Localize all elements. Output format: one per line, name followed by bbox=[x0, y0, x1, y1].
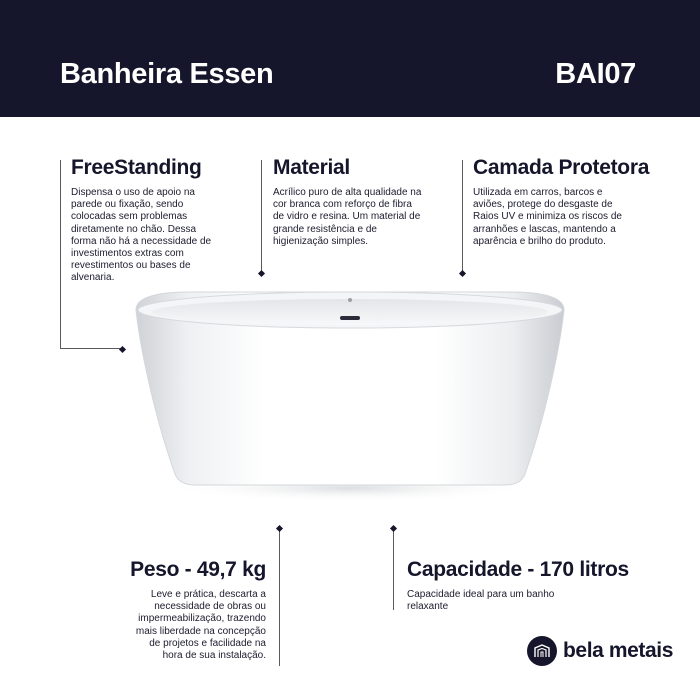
material-title: Material bbox=[273, 156, 350, 179]
bathtub-image bbox=[130, 288, 570, 503]
freestanding-title: FreeStanding bbox=[71, 156, 202, 179]
freestanding-leader-dot bbox=[119, 346, 126, 353]
peso-title: Peso - 49,7 kg bbox=[130, 558, 266, 581]
product-code: BAI07 bbox=[555, 58, 636, 90]
material-text: Acrílico puro de alta qualidade na cor branca com reforço de fibra de vidro e resina. Um material de grande resistência e de higienização simples. bbox=[273, 187, 422, 247]
product-title: Banheira Essen bbox=[60, 58, 274, 90]
brand-name: bela metais bbox=[563, 639, 673, 662]
peso-leader-line bbox=[279, 528, 280, 666]
camada-title: Camada Protetora bbox=[473, 156, 650, 179]
camada-text: Utilizada em carros, barcos e aviões, protege do desgaste de Raios UV e minimiza os riscos de arranhões e lascas, mantendo a aparência e brilho do produto. bbox=[473, 187, 622, 247]
freestanding-text: Dispensa o uso de apoio na parede ou fixação, sendo colocadas sem problemas diretamente no chão. Dessa forma não há a necessidade de investimentos extras com revestimentos ou bases de alvenaria. bbox=[71, 187, 212, 284]
peso-leader-dot bbox=[276, 525, 283, 532]
capacidade-leader-line bbox=[393, 528, 394, 610]
freestanding-leader-line bbox=[60, 160, 123, 349]
camada-leader-dot bbox=[459, 270, 466, 277]
header-banner bbox=[0, 0, 700, 117]
peso-text: Leve e prática, descarta a necessidade de obras ou impermeabilização, trazendo mais liberdade na concepção de projetos e facilidade na hora de sua instalação. bbox=[135, 589, 266, 662]
material-leader-dot bbox=[258, 270, 265, 277]
camada-leader-line bbox=[462, 160, 463, 273]
bathtub-icon bbox=[130, 288, 570, 503]
capacidade-text: Capacidade ideal para um banho relaxante bbox=[407, 589, 555, 613]
capacidade-leader-dot bbox=[390, 525, 397, 532]
material-leader-line bbox=[261, 160, 262, 273]
capacidade-title: Capacidade - 170 litros bbox=[407, 558, 629, 581]
brand-logo bbox=[527, 636, 673, 666]
bela-metais-logo-icon bbox=[527, 636, 557, 666]
